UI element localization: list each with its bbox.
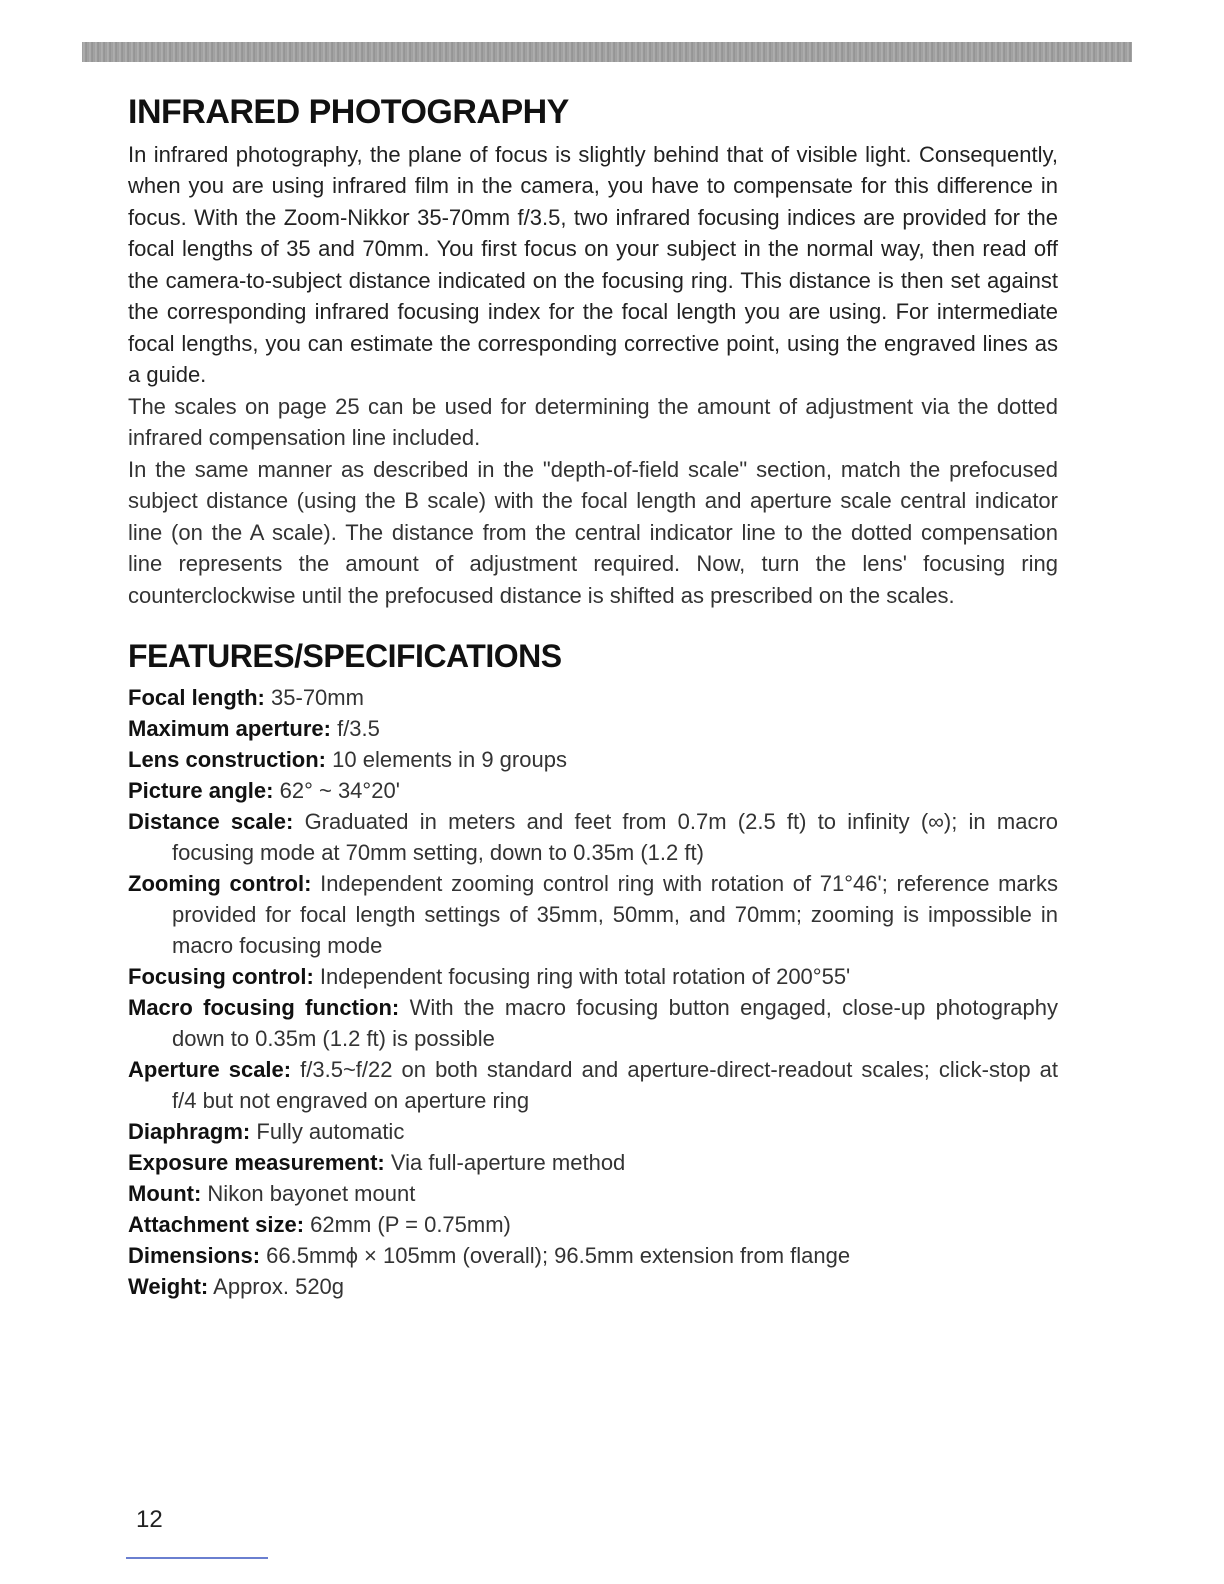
spec-value: Fully automatic xyxy=(256,1118,405,1144)
spec-item xyxy=(128,744,1058,775)
spec-value: Independent focusing ring with total rotation of 200°55' xyxy=(319,963,851,989)
spec-item xyxy=(128,1271,1058,1302)
spec-value: Approx. 520g xyxy=(213,1273,345,1299)
spec-value: 35-70mm xyxy=(271,684,364,710)
spec-item xyxy=(128,1209,1058,1240)
spec-item xyxy=(128,806,1058,868)
spec-value: 66.5mmϕ × 105mm (overall); 96.5mm extension from flange xyxy=(266,1242,851,1268)
spec-label: Lens construction: xyxy=(128,746,327,772)
page-number: 12 xyxy=(136,1506,163,1533)
spec-label: Picture angle: xyxy=(128,777,274,803)
spec-value: 62° ~ 34°20' xyxy=(279,777,400,803)
spec-value: 10 elements in 9 groups xyxy=(332,746,567,772)
spec-label: Focusing control: xyxy=(128,963,314,989)
spec-item xyxy=(128,682,1058,713)
specs-heading: FEATURES/SPECIFICATIONS xyxy=(128,638,562,675)
spec-label: Aperture scale: xyxy=(128,1056,292,1082)
spec-item xyxy=(128,868,1058,961)
spec-item xyxy=(128,1178,1058,1209)
spec-label: Maximum aperture: xyxy=(128,715,331,741)
spec-value: 62mm (P = 0.75mm) xyxy=(310,1211,511,1237)
spec-label: Distance scale: xyxy=(128,808,294,834)
spec-label: Dimensions: xyxy=(128,1242,261,1268)
spec-item xyxy=(128,713,1058,744)
page-content xyxy=(128,92,1058,1302)
header-bar xyxy=(82,42,1132,62)
spec-label: Mount: xyxy=(128,1180,202,1206)
spec-label: Macro focusing function: xyxy=(128,994,400,1020)
spec-value: f/3.5 xyxy=(337,715,380,741)
spec-label: Exposure measurement: xyxy=(128,1149,385,1175)
spec-label: Weight: xyxy=(128,1273,209,1299)
spec-label: Zooming control: xyxy=(128,870,312,896)
spec-item xyxy=(128,992,1058,1054)
infrared-paragraph-3: In the same manner as described in the "depth-of-field scale" section, match the prefocused subject distance (using the B scale) with the focal length and aperture scale central indicator line (on the A scale). The distance from the central indicator line to the dotted compensation line represents the amount of adjustment required. Now, turn the lens' focusing ring counterclockwise until the prefocused distance is shifted as prescribed on the scales. xyxy=(128,456,1058,608)
infrared-paragraph-1: In infrared photography, the plane of focus is slightly behind that of visible light. Consequently, when you are using infrared film in the camera, you have to compensate for this difference in focus. With the Zoom-Nikkor 35-70mm f/3.5, two infrared focusing indices are provided for the focal lengths of 35 and 70mm. You first focus on your subject in the normal way, then read off the camera-to-subject distance indicated on the focusing ring. This distance is then set against the corresponding infrared focusing index for the focal length you are using. For intermediate focal lengths, you can estimate the corresponding corrective point, using the engraved lines as a guide. xyxy=(128,141,1058,388)
footer-divider xyxy=(126,1557,268,1559)
spec-value: Graduated in meters and feet from 0.7m (2.5 ft) to infinity (∞); in macro focusing mode at 70mm setting, down to 0.35m (1.2 ft) xyxy=(172,808,1059,865)
spec-label: Diaphragm: xyxy=(128,1118,251,1144)
infrared-paragraph-2: The scales on page 25 can be used for determining the amount of adjustment via the dotted infrared compensation line included. xyxy=(128,393,1058,451)
spec-item xyxy=(128,1147,1058,1178)
spec-item xyxy=(128,1240,1058,1271)
specs-list xyxy=(128,682,1058,1302)
spec-value: Via full-aperture method xyxy=(390,1149,626,1175)
spec-item xyxy=(128,961,1058,992)
spec-item xyxy=(128,775,1058,806)
spec-value: Independent zooming control ring with rotation of 71°46'; reference marks provided for focal length settings of 35mm, 50mm, and 70mm; zooming is impossible in macro focusing mode xyxy=(172,870,1058,958)
spec-label: Focal length: xyxy=(128,684,265,710)
spec-value: With the macro focusing button engaged, close-up photography down to 0.35m (1.2 ft) is possible xyxy=(172,994,1058,1051)
spec-label: Attachment size: xyxy=(128,1211,305,1237)
infrared-heading: INFRARED PHOTOGRAPHY xyxy=(128,93,569,131)
spec-value: f/3.5~f/22 on both standard and aperture-direct-readout scales; click-stop at f/4 but not engraved on aperture ring xyxy=(172,1056,1058,1113)
spec-item xyxy=(128,1116,1058,1147)
spec-item xyxy=(128,1054,1058,1116)
spec-value: Nikon bayonet mount xyxy=(207,1180,416,1206)
